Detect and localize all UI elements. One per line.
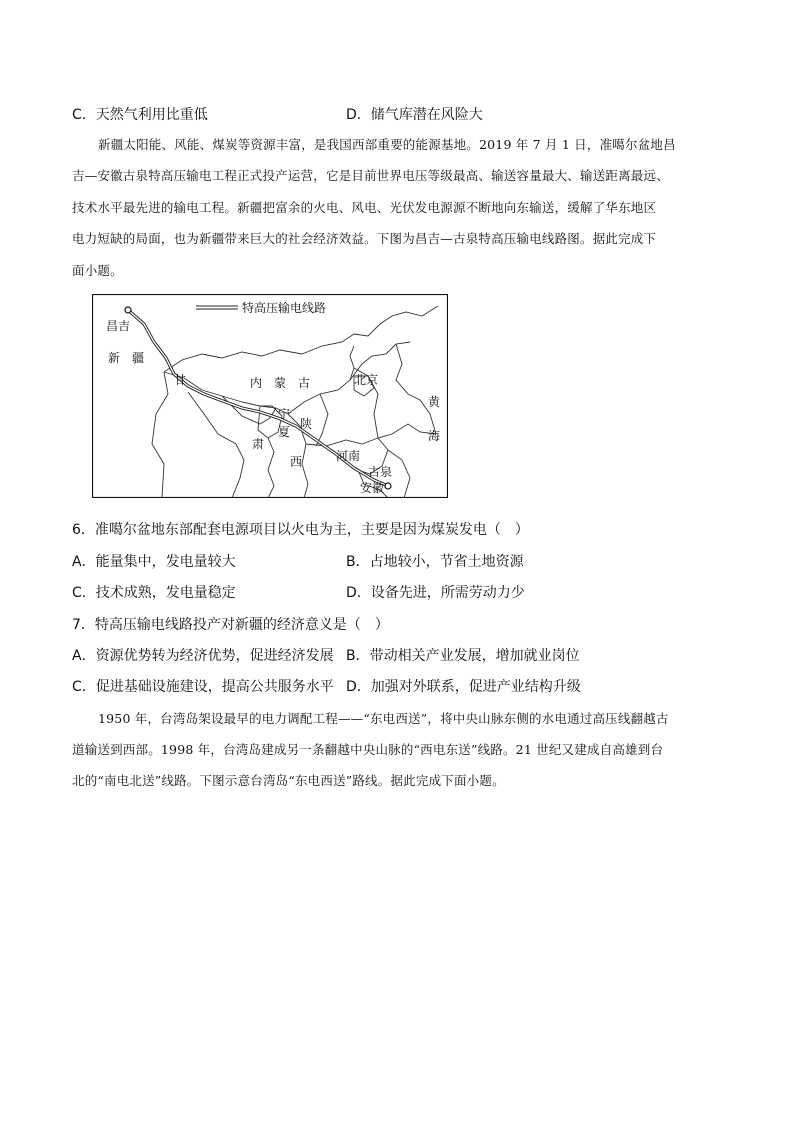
passage1-line-3: 技术水平最先进的输电工程。新疆把富余的火电、风电、光伏发电源源不断地向东输送，缓解了华东地区 — [72, 200, 657, 215]
passage2-line-3: 北的“南电北送”线路。下图示意台湾岛“东电西送”路线。据此完成下面小题。 — [72, 773, 505, 788]
label-ning: 宁 — [278, 407, 291, 421]
passage1-line-4: 电力短缺的局面，也为新疆带来巨大的社会经济效益。下图为昌吉—古泉特高压输电线路图。据此完成下 — [72, 231, 657, 246]
q6-option-d: D．设备先进，所需劳动力少 — [346, 585, 525, 601]
passage1-line-5: 面小题。 — [72, 263, 123, 278]
q6-option-a: A．能量集中，发电量较大 — [72, 554, 236, 570]
passage1-line-1: 新疆太阳能、风能、煤炭等资源丰富，是我国西部重要的能源基地。2019 年 7 月 1 日，准噶尔盆地昌 — [98, 137, 676, 152]
label-anhui: 安徽 — [360, 481, 385, 495]
q6-stem: 6．准噶尔盆地东部配套电源项目以火电为主，主要是因为煤炭发电（ ） — [72, 522, 529, 538]
q7-option-c: C．促进基础设施建设，提高公共服务水平 — [72, 679, 334, 695]
label-xia: 夏 — [278, 425, 291, 439]
changji-point — [125, 307, 131, 313]
label-hai: 海 — [428, 429, 441, 443]
q7-option-a: A．资源优势转为经济优势，促进经济发展 — [72, 648, 334, 664]
q5-option-c: C．天然气利用比重低 — [72, 107, 208, 123]
label-xinjiang: 新 疆 — [108, 351, 145, 365]
label-henan: 河南 — [336, 449, 361, 463]
passage2-line-2: 道输送到西部。1998 年，台湾岛建成另一条翻越中央山脉的“西电东送”线路。21 世纪又建成自高雄到台 — [72, 742, 664, 757]
q7-stem: 7．特高压输电线路投产对新疆的经济意义是（ ） — [72, 617, 389, 633]
q7-option-b: B．带动相关产业发展，增加就业岗位 — [346, 648, 580, 664]
q6-option-b: B．占地较小，节省土地资源 — [346, 554, 524, 570]
label-guquan: 古泉 — [368, 465, 393, 479]
legend-label: 特高压输电线路 — [242, 301, 327, 315]
passage2-line-1: 1950 年，台湾岛架设最早的电力调配工程——“东电西送”，将中央山脉东侧的水电通过高压线翻越古 — [98, 711, 669, 726]
label-neimenggu: 内 蒙 古 — [250, 376, 311, 390]
label-huang: 黄 — [428, 395, 441, 409]
transmission-line-map — [92, 294, 448, 498]
q7-option-d: D．加强对外联系，促进产业结构升级 — [346, 679, 581, 695]
label-changji: 昌吉 — [106, 319, 131, 333]
label-xi: 西 — [290, 455, 303, 469]
label-gan: 甘 — [174, 373, 187, 387]
guquan-point — [385, 483, 391, 489]
q6-option-c: C．技术成熟，发电量稳定 — [72, 585, 236, 601]
label-beijing: 北京 — [354, 373, 379, 387]
passage1-line-2: 吉—安徽古泉特高压输电工程正式投产运营，它是目前世界电压等级最高、输送容量最大、输送距离最远、 — [72, 168, 669, 183]
label-shaan: 陕 — [300, 417, 313, 431]
q5-option-d: D．储气库潜在风险大 — [346, 107, 483, 123]
label-su: 肃 — [252, 437, 265, 451]
